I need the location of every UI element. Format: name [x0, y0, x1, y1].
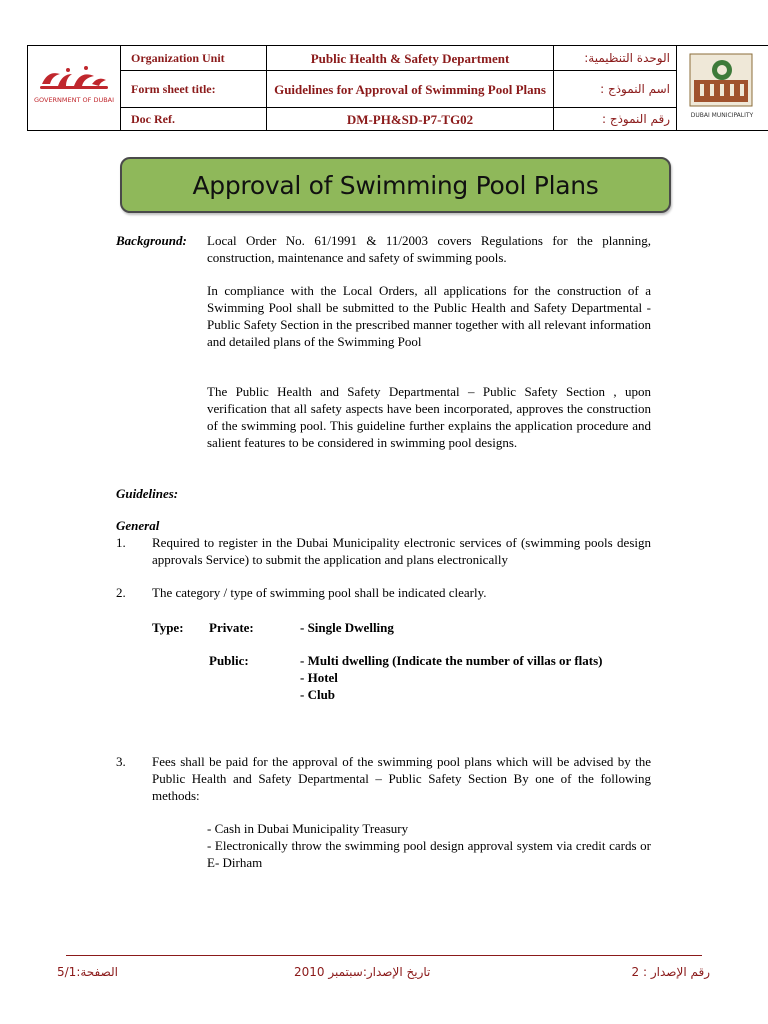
form-title-label: Form sheet title: [131, 81, 216, 96]
public-value-3: - Club [300, 687, 336, 702]
footer-page-text: الصفحة:5/1 [57, 965, 119, 979]
background-paragraph-3: The Public Health and Safety Departmental – Public Safety Section , upon verification that all safety aspects have been incorporated, approves the construction of the swimming pool. This guideline further explains the application procedure and salient features to be considered in swimming pool designs. [207, 384, 651, 450]
dubai-municipality-logo [676, 46, 768, 130]
public-value-1: - Multi dwelling (Indicate the number of villas or flats) [300, 653, 603, 668]
org-unit-value: Public Health & Safety Department [310, 50, 510, 66]
general-heading: General [116, 518, 160, 533]
document-header [27, 45, 768, 131]
item-2-number: 2. [116, 585, 126, 600]
dubai-municipality-text: DUBAI MUNICIPALITY [690, 112, 754, 119]
public-value-2: - Hotel [300, 670, 338, 685]
background-label: Background: [116, 233, 187, 248]
government-of-dubai-text: GOVERNMENT OF DUBAI [33, 96, 115, 104]
payment-method-2-text: - Electronically throw the swimming pool design approval system via credit cards or E- Dirham [207, 838, 651, 870]
item-3-text: Fees shall be paid for the approval of the swimming pool plans which will be advised by the Public Health and Safety Departmental – Public Safety Section By one of the following methods: [152, 754, 651, 803]
public-label: Public: [209, 653, 249, 668]
page-title: Approval of Swimming Pool Plans [192, 170, 599, 200]
form-title-value: Guidelines for Approval of Swimming Pool Plans [274, 81, 546, 97]
org-unit-label: Organization Unit [131, 50, 225, 65]
footer-issue-date [294, 965, 430, 979]
background-paragraph-1: Local Order No. 61/1991 & 11/2003 covers Regulations for the planning, construction, maintenance and safety of swimming pools. [207, 233, 651, 265]
footer-issue-number [632, 965, 710, 979]
doc-ref-label: Doc Ref. [131, 111, 175, 126]
background-paragraph-2: In compliance with the Local Orders, all applications for the construction of a Swimming Pool shall be submitted to the Public Health and Safety Departmental - Public Safety Section in the prescribed manner together with all relevant information and detailed plans of the Swimming Pool [207, 283, 651, 349]
org-unit-arabic: الوحدة التنظيمية: [584, 51, 670, 65]
footer-issue-text: رقم الإصدار : 2 [631, 965, 710, 979]
title-banner [120, 157, 671, 213]
item-1-number: 1. [116, 535, 126, 550]
footer-divider [66, 955, 702, 956]
doc-ref-value: DM-PH&SD-P7-TG02 [346, 111, 474, 127]
footer-page-number [57, 965, 118, 979]
form-title-arabic: اسم النموذج : [600, 82, 670, 96]
footer-date-text: تاريخ الإصدار:سبتمبر 2010 [294, 965, 431, 979]
private-label: Private: [209, 620, 254, 635]
payment-method-1: - Cash in Dubai Municipality Treasury [207, 821, 409, 836]
payment-method-2 [207, 837, 651, 871]
private-value: - Single Dwelling [300, 620, 394, 635]
item-1-text: Required to register in the Dubai Municipality electronic services of (swimming pools design approvals Service) to submit the application and plans electronically [152, 535, 651, 567]
item-3-number: 3. [116, 754, 126, 769]
guidelines-heading: Guidelines: [116, 486, 179, 501]
doc-ref-arabic: رقم النموذج : [601, 112, 670, 126]
item-2-text: The category / type of swimming pool shall be indicated clearly. [152, 585, 487, 600]
type-label: Type: [152, 620, 184, 635]
government-of-dubai-logo [28, 46, 120, 130]
